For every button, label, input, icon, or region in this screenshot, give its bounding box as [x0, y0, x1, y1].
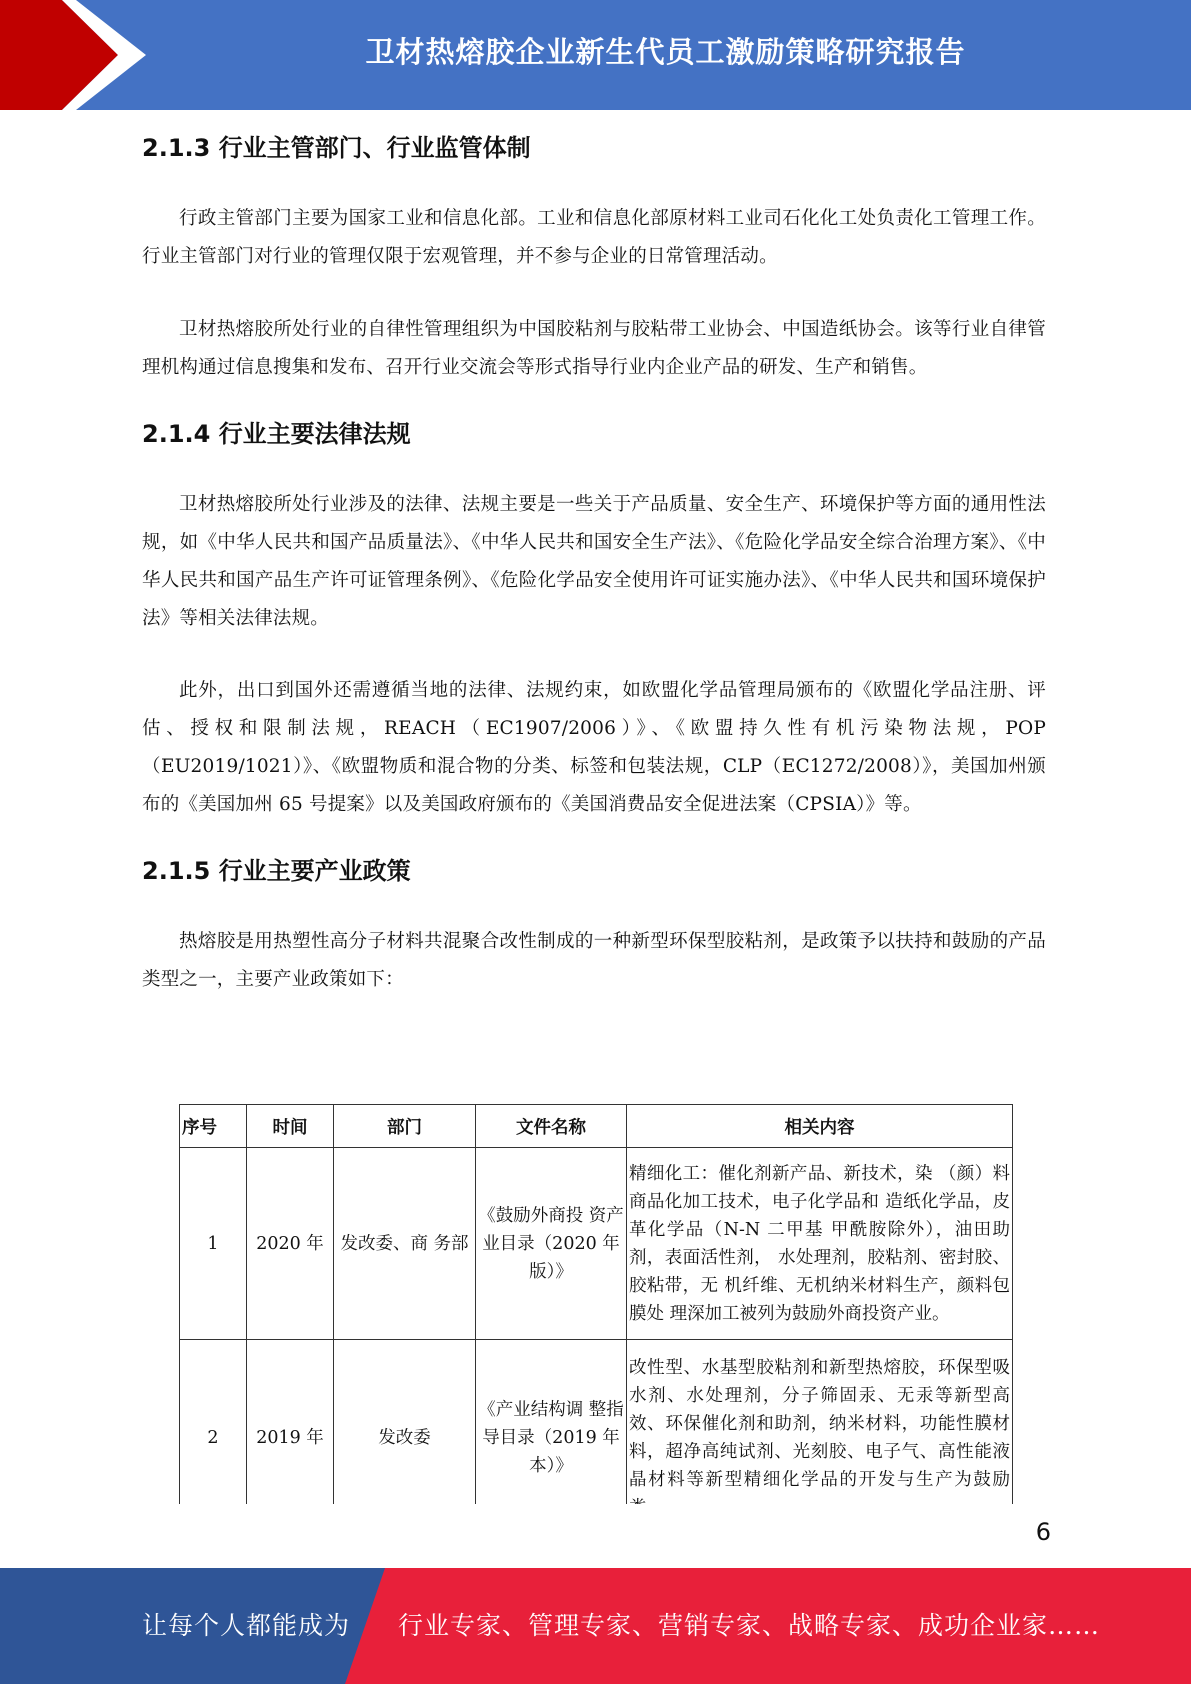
page-content: [142, 118, 1046, 999]
report-title: 卫材热熔胶企业新生代员工激励策略研究报告: [365, 35, 966, 69]
table-page-break-mask: [170, 1504, 1030, 1544]
industry-policy-table: [179, 1104, 1013, 1536]
paragraph: 热熔胶是用热塑性高分子材料共混聚合改性制成的一种新型环保型胶粘剂，是政策予以扶持和鼓励的产品类型之一，主要产业政策如下：: [142, 931, 1046, 990]
column-header-no: 序号: [180, 1105, 247, 1148]
section-heading-2-1-3: 2.1.3 行业主管部门、行业监管体制: [142, 134, 531, 162]
cell-content: 精细化工：催化剂新产品、新技术，染 （颜）料商品化加工技术，电子化学品和 造纸化学品，皮革化学品（N-N 二甲基 甲酰胺除外），油田助剂，表面活性剂， 水处理剂，胶粘剂、密封胶、胶粘带，无 机纤维、无机纳米材料生产，颜料包膜处 理深加工被列为鼓励外商投资产业。: [627, 1148, 1013, 1340]
paragraph: 卫材热熔胶所处行业的自律性管理组织为中国胶粘剂与胶粘带工业协会、中国造纸协会。该等行业自律管理机构通过信息搜集和发布、召开行业交流会等形式指导行业内企业产品的研发、生产和销售。: [142, 319, 1046, 378]
cell-no: 2: [180, 1340, 247, 1536]
page-number: 6: [1035, 1518, 1051, 1546]
footer-banner: [0, 1568, 1191, 1684]
section-heading-2-1-4: 2.1.4 行业主要法律法规: [142, 420, 411, 448]
paragraph: 此外，出口到国外还需遵循当地的法律、法规约束，如欧盟化学品管理局颁布的《欧盟化学品注册、评估、授权和限制法规，REACH（EC1907/2006）》、《欧盟持久性有机污染物法规，POP（EU2019/1021）》、《欧盟物质和混合物的分类、标签和包装法规，CLP（EC1272/2008）》，美国加州颁布的《美国加州 65 号提案》以及美国政府颁布的《美国消费品安全促进法案（CPSIA）》等。: [142, 680, 1046, 815]
cell-dept: 发改委、商 务部: [334, 1148, 476, 1340]
paragraph: 卫材热熔胶所处行业涉及的法律、法规主要是一些关于产品质量、安全生产、环境保护等方面的通用性法规，如《中华人民共和国产品质量法》、《中华人民共和国安全生产法》、《危险化学品安全综合治理方案》、《中华人民共和国产品生产许可证管理条例》、《危险化学品安全使用许可证实施办法》、《中华人民共和国环境保护法》等相关法律法规。: [142, 494, 1046, 629]
report-header-banner: [0, 0, 1191, 110]
column-header-doc: 文件名称: [476, 1105, 627, 1148]
column-header-content: 相关内容: [627, 1105, 1013, 1148]
column-header-dept: 部门: [334, 1105, 476, 1148]
cell-doc: 《产业结构调 整指导目录（2019 年本）》: [476, 1340, 627, 1536]
cell-time: 2019 年: [247, 1340, 334, 1536]
section-heading-2-1-5: 2.1.5 行业主要产业政策: [142, 857, 411, 885]
cell-doc: 《鼓励外商投 资产业目录（2020 年版）》: [476, 1148, 627, 1340]
footer-slogan-right: 行业专家、管理专家、营销专家、战略专家、成功企业家……: [398, 1611, 1101, 1640]
table-row: [180, 1148, 1013, 1340]
cell-content: 改性型、水基型胶粘剂和新型热熔胶，环保型吸水剂、水处理剂，分子筛固汞、无汞等新型高效、环保催化剂和助剂，纳米材料，功能性膜材料，超净高纯试剂、光刻胶、电子气、高性能液晶材料等新型精细化学品的开发与生产为鼓励: [627, 1340, 1013, 1536]
paragraph: 行政主管部门主要为国家工业和信息化部。工业和信息化部原材料工业司石化化工处负责化工管理工作。行业主管部门对行业的管理仅限于宏观管理，并不参与企业的日常管理活动。: [142, 208, 1046, 267]
cell-no: 1: [180, 1148, 247, 1340]
table-header-row: [180, 1105, 1013, 1148]
cell-dept: 发改委: [334, 1340, 476, 1536]
header-red-chevron-graphic: [0, 0, 160, 110]
column-header-time: 时间: [247, 1105, 334, 1148]
footer-slogan-left: 让每个人都能成为: [142, 1611, 351, 1640]
cell-time: 2020 年: [247, 1148, 334, 1340]
